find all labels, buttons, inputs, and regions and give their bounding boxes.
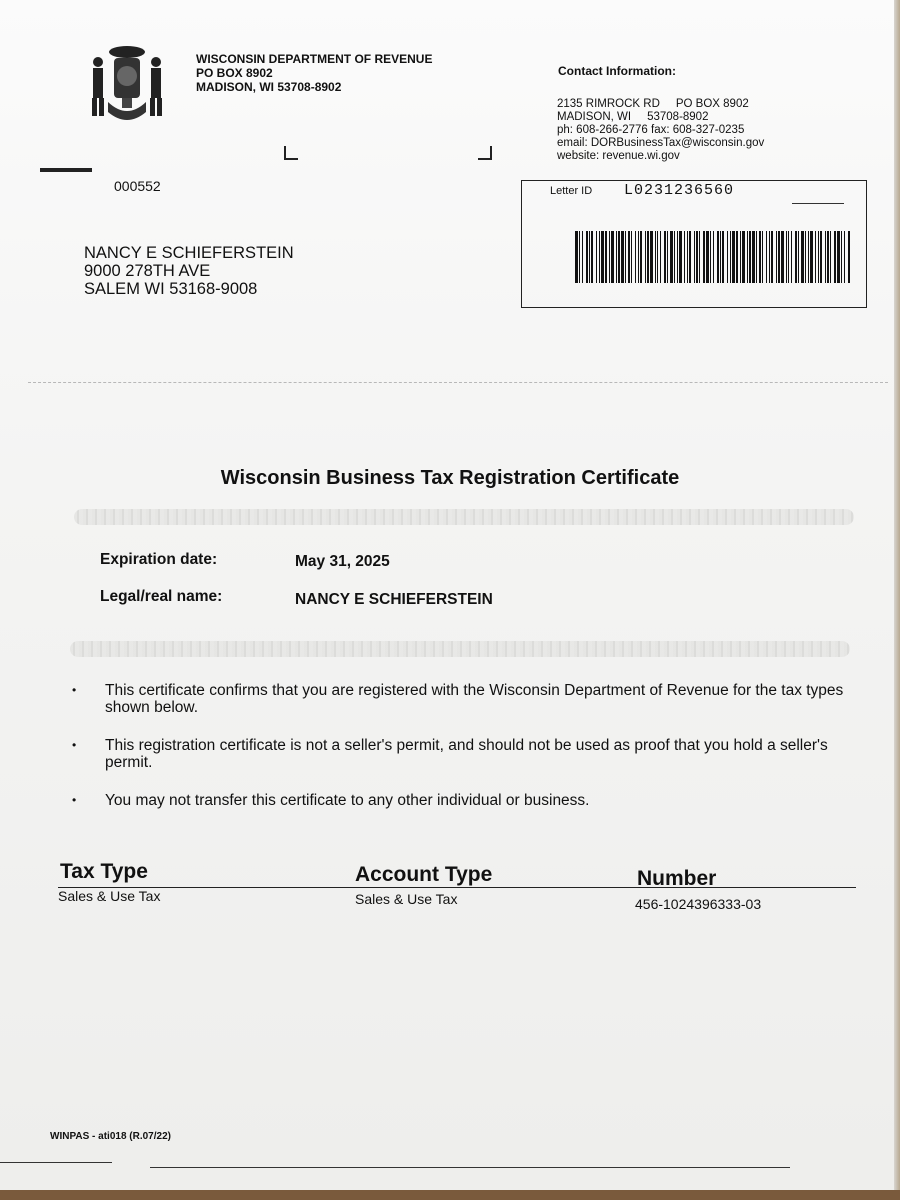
sender-address [196, 52, 432, 94]
contact-email: email: DORBusinessTax@wisconsin.gov [557, 137, 765, 149]
recipient-name: NANCY E SCHIEFERSTEIN [84, 244, 294, 262]
security-pattern [70, 641, 850, 657]
contact-website: website: revenue.wi.gov [557, 150, 680, 162]
recipient-street: 9000 278TH AVE [84, 262, 211, 280]
contact-info [557, 98, 764, 163]
letter-id-value: L0231236560 [624, 182, 735, 199]
table-cell-number: 456-1024396333-03 [635, 896, 762, 912]
recipient-address [84, 244, 294, 298]
letter-dash [792, 203, 844, 204]
contact-city: MADISON, WI 53708-8902 [557, 111, 709, 123]
window-corner-mark [478, 146, 492, 160]
sender-org: WISCONSIN DEPARTMENT OF REVENUE [196, 52, 433, 66]
legal-name-value: NANCY E SCHIEFERSTEIN [295, 591, 493, 608]
legal-name-label: Legal/real name: [100, 588, 223, 605]
contact-heading: Contact Information: [558, 64, 676, 78]
expiration-label: Expiration date: [100, 551, 218, 568]
bullet-text: You may not transfer this certificate to any other individual or business. [105, 792, 590, 809]
contact-phone: ph: 608-266-2776 fax: 608-327-0235 [557, 124, 745, 136]
paper-edge [894, 0, 900, 1190]
fold-line [28, 382, 888, 383]
barcode-icon [575, 231, 851, 283]
sequence-number: 000552 [114, 178, 161, 194]
table-cell-tax-type: Sales & Use Tax [58, 888, 161, 904]
sender-po-box: PO BOX 8902 [196, 66, 273, 80]
table-cell-account-type: Sales & Use Tax [355, 891, 458, 907]
bullet-dot-icon: • [72, 738, 77, 752]
bullet-list [72, 682, 862, 829]
table-header-tax-type: Tax Type [60, 860, 148, 883]
expiration-value: May 31, 2025 [295, 553, 390, 570]
fold-mark [40, 168, 92, 172]
wisconsin-seal-icon [86, 42, 168, 128]
security-pattern [74, 509, 854, 525]
sender-city: MADISON, WI 53708-8902 [196, 80, 342, 94]
form-id: WINPAS - ati018 (R.07/22) [50, 1131, 171, 1142]
letter-id-box [521, 180, 867, 308]
recipient-city: SALEM WI 53168-9008 [84, 280, 258, 298]
table-header-account-type: Account Type [355, 863, 493, 886]
bullet-dot-icon: • [72, 683, 77, 697]
list-item [72, 737, 862, 771]
bullet-dot-icon: • [72, 793, 77, 807]
list-item [72, 682, 862, 716]
window-corner-mark [284, 146, 298, 160]
bullet-text: This registration certificate is not a seller's permit, and should not be used as proof that you hold a seller's permit. [105, 737, 828, 771]
bottom-rule [0, 1162, 112, 1163]
page-title: Wisconsin Business Tax Registration Certificate [220, 467, 680, 489]
table-header-number: Number [637, 867, 717, 890]
list-item [72, 792, 862, 809]
contact-street: 2135 RIMROCK RD PO BOX 8902 [557, 98, 749, 110]
letter-id-label: Letter ID [550, 185, 593, 197]
table-rule [58, 887, 856, 888]
bullet-text: This certificate confirms that you are registered with the Wisconsin Department of Revenue for the tax types shown below. [105, 682, 844, 716]
bottom-rule [150, 1167, 790, 1168]
